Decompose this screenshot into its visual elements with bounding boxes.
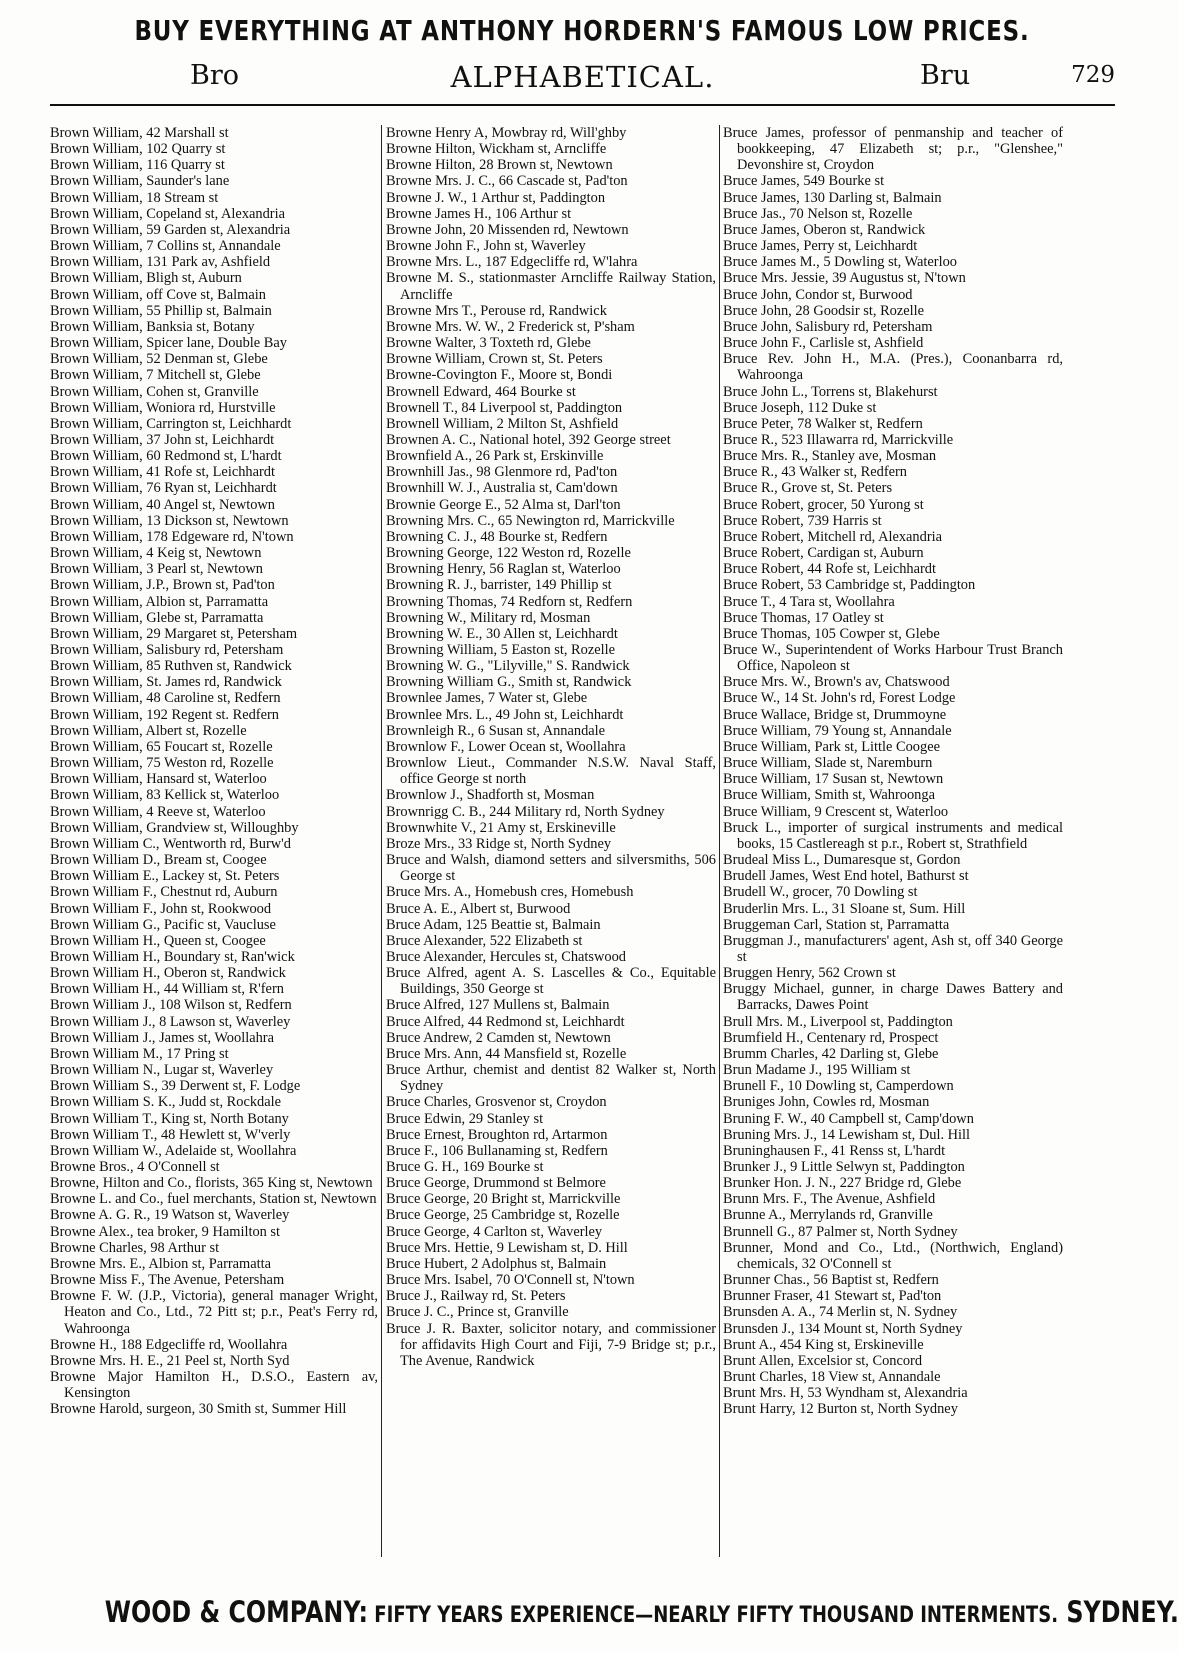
directory-entry: Bruderlin Mrs. L., 31 Sloane st, Sum. Hill bbox=[723, 900, 966, 917]
directory-column-2 bbox=[386, 125, 716, 1555]
directory-entry: Bruce J., Railway rd, St. Peters bbox=[386, 1288, 566, 1305]
directory-entry: Bruce W., Superintendent of Works Harbour Trust Branch Office, Napoleon st bbox=[723, 642, 1063, 675]
directory-entry: Bruce James, Oberon st, Randwick bbox=[723, 221, 926, 238]
directory-columns bbox=[50, 125, 1115, 1555]
directory-entry: Brown William, 75 Weston rd, Rozelle bbox=[50, 755, 274, 772]
directory-entry: Brownell William, 2 Milton St, Ashfield bbox=[386, 415, 619, 432]
directory-entry: Browne-Covington F., Moore st, Bondi bbox=[386, 367, 613, 384]
directory-entry: Browne John, 20 Missenden rd, Newtown bbox=[386, 221, 629, 238]
directory-entry: Brown William F., John st, Rookwood bbox=[50, 900, 272, 917]
directory-entry: Brown William W., Adelaide st, Woollahra bbox=[50, 1142, 297, 1159]
directory-entry: Browning C. J., 48 Bourke st, Redfern bbox=[386, 528, 608, 545]
directory-entry: Brown William, 59 Garden st, Alexandria bbox=[50, 221, 291, 238]
advertisement-city: SYDNEY. bbox=[1058, 1595, 1179, 1629]
directory-entry: Brunner Fraser, 41 Stewart st, Pad'ton bbox=[723, 1288, 942, 1305]
directory-entry: Brunne A., Merrylands rd, Granville bbox=[723, 1207, 933, 1224]
directory-entry: Brown William G., Pacific st, Vaucluse bbox=[50, 916, 276, 933]
directory-entry: Brownleigh R., 6 Susan st, Annandale bbox=[386, 722, 606, 739]
bottom-advertisement-banner bbox=[104, 1595, 1179, 1629]
column-divider bbox=[719, 125, 720, 1557]
directory-entry: Bruce Mrs. A., Homebush cres, Homebush bbox=[386, 884, 634, 901]
directory-entry: Brown William, 4 Reeve st, Waterloo bbox=[50, 803, 266, 820]
directory-entry: Brownlee James, 7 Water st, Glebe bbox=[386, 690, 588, 707]
directory-entry: Bruce Adam, 125 Beattie st, Balmain bbox=[386, 916, 601, 933]
directory-entry: Bruce Alfred, agent A. S. Lascelles & Co., Equitable Buildings, 350 George st bbox=[386, 965, 716, 998]
advertisement-tagline: FIFTY YEARS EXPERIENCE—NEARLY FIFTY THOUSAND INTERMENTS. bbox=[368, 1603, 1059, 1628]
directory-entry: Brumfield H., Centenary rd, Prospect bbox=[723, 1029, 939, 1046]
directory-entry: Bruce John, Salisbury rd, Petersham bbox=[723, 318, 933, 335]
directory-entry: Brown William, Banksia st, Botany bbox=[50, 318, 255, 335]
directory-entry: Brunt A., 454 King st, Erskineville bbox=[723, 1336, 924, 1353]
directory-entry: Brown William, Bligh st, Auburn bbox=[50, 270, 242, 287]
directory-entry: Brown William E., Lackey st, St. Peters bbox=[50, 868, 280, 885]
directory-entry: Brown William T., 48 Hewlett st, W'verly bbox=[50, 1126, 291, 1143]
directory-entry: Brunnell G., 87 Palmer st, North Sydney bbox=[723, 1223, 958, 1240]
directory-entry: Bruce Mrs. W., Brown's av, Chatswood bbox=[723, 674, 950, 691]
directory-entry: Browning W. G., "Lilyville," S. Randwick bbox=[386, 658, 630, 675]
directory-entry: Brumm Charles, 42 Darling st, Glebe bbox=[723, 1045, 939, 1062]
directory-entry: Brownie George E., 52 Alma st, Darl'ton bbox=[386, 496, 621, 513]
directory-entry: Brown William, 131 Park av, Ashfield bbox=[50, 254, 271, 271]
directory-entry: Bruce George, 20 Bright st, Marrickville bbox=[386, 1191, 621, 1208]
directory-entry: Brown William, Albert st, Rozelle bbox=[50, 722, 247, 739]
directory-entry: Brownlow J., Shadforth st, Mosman bbox=[386, 787, 595, 804]
directory-entry: Broze Mrs., 33 Ridge st, North Sydney bbox=[386, 835, 612, 852]
directory-entry: Browning W. E., 30 Allen st, Leichhardt bbox=[386, 625, 618, 642]
directory-entry: Bruce Mrs. Isabel, 70 O'Connell st, N'town bbox=[386, 1272, 635, 1289]
directory-entry: Brown William, 48 Caroline st, Redfern bbox=[50, 690, 281, 707]
page-number: 729 bbox=[1071, 62, 1115, 88]
directory-entry: Brownell Edward, 464 Bourke st bbox=[386, 383, 576, 400]
directory-entry: Brown William, Spicer lane, Double Bay bbox=[50, 335, 287, 352]
directory-entry: Brown William, 192 Regent st. Redfern bbox=[50, 706, 279, 723]
directory-entry: Brown William, Cohen st, Granville bbox=[50, 383, 259, 400]
directory-entry: Brown William, 83 Kellick st, Waterloo bbox=[50, 787, 280, 804]
directory-entry: Brown William, 116 Quarry st bbox=[50, 157, 225, 174]
directory-entry: Browne A. G. R., 19 Watson st, Waverley bbox=[50, 1207, 290, 1224]
directory-entry: Brown William S., 39 Derwent st, F. Lodge bbox=[50, 1078, 301, 1095]
directory-entry: Brownhill W. J., Australia st, Cam'down bbox=[386, 480, 618, 497]
directory-entry: Brull Mrs. M., Liverpool st, Paddington bbox=[723, 1013, 953, 1030]
directory-entry: Brown William, St. James rd, Randwick bbox=[50, 674, 282, 691]
directory-entry: Brunn Mrs. F., The Avenue, Ashfield bbox=[723, 1191, 936, 1208]
directory-entry: Bruce James, Perry st, Leichhardt bbox=[723, 238, 918, 255]
directory-entry: Bruning Mrs. J., 14 Lewisham st, Dul. Hill bbox=[723, 1126, 971, 1143]
directory-entry: Bruck L., importer of surgical instruments and medical books, 15 Castlereagh st p.r., Robert st, Strathfield bbox=[723, 819, 1063, 852]
directory-entry: Bruce A. E., Albert st, Burwood bbox=[386, 900, 571, 917]
directory-entry: Bruce James M., 5 Dowling st, Waterloo bbox=[723, 254, 957, 271]
directory-entry: Brunt Mrs. H, 53 Wyndham st, Alexandria bbox=[723, 1385, 968, 1402]
right-guide-word: Bru bbox=[920, 60, 971, 91]
column-divider bbox=[381, 125, 382, 1557]
directory-entry: Brownen A. C., National hotel, 392 George street bbox=[386, 431, 671, 448]
directory-entry: Browne H., 188 Edgecliffe rd, Woollahra bbox=[50, 1336, 288, 1353]
directory-entry: Bruce William, Slade st, Naremburn bbox=[723, 755, 933, 772]
directory-entry: Brown William C., Wentworth rd, Burw'd bbox=[50, 835, 291, 852]
directory-entry: Bruce George, 4 Carlton st, Waverley bbox=[386, 1223, 603, 1240]
directory-entry: Brownell T., 84 Liverpool st, Paddington bbox=[386, 399, 623, 416]
directory-entry: Browne Harold, surgeon, 30 Smith st, Summer Hill bbox=[50, 1401, 347, 1418]
directory-entry: Brown William, 102 Quarry st bbox=[50, 141, 226, 158]
directory-entry: Brown William H., 44 William st, R'fern bbox=[50, 981, 284, 998]
directory-entry: Brown William, Copeland st, Alexandria bbox=[50, 205, 285, 222]
directory-entry: Brunker J., 9 Little Selwyn st, Paddington bbox=[723, 1159, 965, 1175]
directory-entry: Browne F. W. (J.P., Victoria), general manager Wright, Heaton and Co., Ltd., 72 Pitt st; p.r., Peat's Ferry rd, Wahroonga bbox=[50, 1288, 378, 1337]
directory-entry: Bruce Thomas, 17 Oatley st bbox=[723, 609, 884, 626]
directory-entry: Browne J. W., 1 Arthur st, Paddington bbox=[386, 189, 606, 206]
directory-entry: Brownlow F., Lower Ocean st, Woollahra bbox=[386, 738, 626, 755]
directory-entry: Bruce T., 4 Tara st, Woollahra bbox=[723, 593, 895, 610]
directory-entry: Brunt Charles, 18 View st, Annandale bbox=[723, 1369, 941, 1386]
directory-entry: Bruggen Henry, 562 Crown st bbox=[723, 965, 896, 982]
directory-entry: Brown William, J.P., Brown st, Pad'ton bbox=[50, 577, 275, 594]
directory-entry: Brown William, 85 Ruthven st, Randwick bbox=[50, 658, 292, 675]
directory-entry: Brudell W., grocer, 70 Dowling st bbox=[723, 884, 918, 901]
directory-entry: Browne Walter, 3 Toxteth rd, Glebe bbox=[386, 335, 591, 352]
directory-entry: Bruce James, 549 Bourke st bbox=[723, 173, 885, 190]
directory-entry: Brown William F., Chestnut rd, Auburn bbox=[50, 884, 278, 901]
directory-entry: Browne Alex., tea broker, 9 Hamilton st bbox=[50, 1223, 281, 1240]
directory-entry: Brunt Allen, Excelsior st, Concord bbox=[723, 1352, 923, 1369]
left-guide-word: Bro bbox=[190, 60, 240, 91]
directory-entry: Browne Mrs T., Perouse rd, Randwick bbox=[386, 302, 607, 319]
directory-entry: Bruce Jas., 70 Nelson st, Rozelle bbox=[723, 205, 913, 222]
page-header bbox=[50, 58, 1115, 106]
directory-entry: Brown William H., Boundary st, Ran'wick bbox=[50, 948, 295, 965]
directory-entry: Browne William, Crown st, St. Peters bbox=[386, 351, 603, 368]
directory-entry: Brown William, Salisbury rd, Petersham bbox=[50, 642, 284, 658]
directory-entry: Bruce William, 79 Young st, Annandale bbox=[723, 722, 952, 739]
directory-entry: Bruce Robert, 53 Cambridge st, Paddington bbox=[723, 577, 976, 594]
directory-entry: Bruce Edwin, 29 Stanley st bbox=[386, 1110, 544, 1127]
directory-entry: Brown William, 37 John st, Leichhardt bbox=[50, 431, 275, 448]
directory-entry: Bruce Peter, 78 Walker st, Redfern bbox=[723, 415, 923, 432]
directory-entry: Bruce and Walsh, diamond setters and silversmiths, 506 George st bbox=[386, 852, 716, 885]
directory-entry: Bruce Charles, Grosvenor st, Croydon bbox=[386, 1094, 607, 1111]
top-advertisement-banner: BUY EVERYTHING AT ANTHONY HORDERN'S FAMOUS LOW PRICES. bbox=[134, 14, 1030, 47]
directory-entry: Bruce R., 523 Illawarra rd, Marrickville bbox=[723, 431, 954, 448]
directory-entry: Brown William M., 17 Pring st bbox=[50, 1045, 229, 1062]
directory-entry: Bruce R., Grove st, St. Peters bbox=[723, 480, 893, 497]
directory-entry: Brown William, 40 Angel st, Newtown bbox=[50, 496, 275, 513]
directory-entry: Bruggeman Carl, Station st, Parramatta bbox=[723, 916, 950, 933]
directory-entry: Browning Thomas, 74 Redforn st, Redfern bbox=[386, 593, 633, 610]
directory-entry: Browning Mrs. C., 65 Newington rd, Marrickville bbox=[386, 512, 675, 529]
directory-entry: Brown William, 60 Redmond st, L'hardt bbox=[50, 448, 282, 465]
directory-entry: Brunsden J., 134 Mount st, North Sydney bbox=[723, 1320, 963, 1337]
directory-entry: Bruce R., 43 Walker st, Redfern bbox=[723, 464, 908, 481]
directory-entry: Brown William, Carrington st, Leichhardt bbox=[50, 415, 292, 432]
directory-entry: Brown William, off Cove st, Balmain bbox=[50, 286, 266, 303]
directory-entry: Brown William H., Oberon st, Randwick bbox=[50, 965, 286, 982]
directory-entry: Bruce Hubert, 2 Adolphus st, Balmain bbox=[386, 1255, 607, 1272]
directory-entry: Browne Mrs. L., 187 Edgecliffe rd, W'lahra bbox=[386, 254, 638, 271]
directory-entry: Bruce Rev. John H., M.A. (Pres.), Coonanbarra rd, Wahroonga bbox=[723, 351, 1063, 384]
directory-entry: Brown William D., Bream st, Coogee bbox=[50, 852, 267, 869]
directory-entry: Bruce Mrs. Jessie, 39 Augustus st, N'town bbox=[723, 270, 966, 287]
directory-entry: Bruce Mrs. Hettie, 9 Lewisham st, D. Hill bbox=[386, 1239, 628, 1256]
directory-entry: Brownlee Mrs. L., 49 John st, Leichhardt bbox=[386, 706, 624, 723]
directory-entry: Bruce William, 17 Susan st, Newtown bbox=[723, 771, 944, 788]
directory-entry: Bruce Mrs. Ann, 44 Mansfield st, Rozelle bbox=[386, 1045, 627, 1062]
directory-entry: Bruce J. C., Prince st, Granville bbox=[386, 1304, 569, 1321]
directory-entry: Bruniges John, Cowles rd, Mosman bbox=[723, 1094, 930, 1111]
directory-entry: Brown William T., King st, North Botany bbox=[50, 1110, 289, 1127]
directory-entry: Brownhill Jas., 98 Glenmore rd, Pad'ton bbox=[386, 464, 618, 481]
directory-entry: Bruce Joseph, 112 Duke st bbox=[723, 399, 877, 416]
directory-entry: Brown William, 7 Mitchell st, Glebe bbox=[50, 367, 261, 384]
directory-entry: Brunt Harry, 12 Burton st, North Sydney bbox=[723, 1401, 958, 1418]
directory-entry: Browne James H., 106 Arthur st bbox=[386, 205, 572, 222]
directory-entry: Brownfield A., 26 Park st, Erskinville bbox=[386, 448, 604, 465]
directory-entry: Browne Hilton, Wickham st, Arncliffe bbox=[386, 141, 607, 158]
directory-entry: Bruce Andrew, 2 Camden st, Newtown bbox=[386, 1029, 611, 1046]
directory-entry: Bruce John L., Torrens st, Blakehurst bbox=[723, 383, 938, 400]
directory-entry: Brown William, 13 Dickson st, Newtown bbox=[50, 512, 289, 529]
directory-entry: Brownlow Lieut., Commander N.S.W. Naval Staff, office George st north bbox=[386, 755, 716, 788]
directory-entry: Bruce John F., Carlisle st, Ashfield bbox=[723, 335, 924, 352]
directory-entry: Brown William, 3 Pearl st, Newtown bbox=[50, 561, 263, 578]
directory-entry: Browne Bros., 4 O'Connell st bbox=[50, 1159, 220, 1175]
directory-entry: Bruce Alexander, 522 Elizabeth st bbox=[386, 932, 583, 949]
directory-entry: Brudeal Miss L., Dumaresque st, Gordon bbox=[723, 852, 961, 869]
directory-entry: Brown William, 52 Denman st, Glebe bbox=[50, 351, 268, 368]
directory-entry: Brown William J., James st, Woollahra bbox=[50, 1029, 274, 1046]
directory-entry: Bruce Robert, Mitchell rd, Alexandria bbox=[723, 528, 942, 545]
directory-entry: Brunner, Mond and Co., Ltd., (Northwich, England) chemicals, 32 O'Connell st bbox=[723, 1239, 1063, 1272]
directory-entry: Browning W., Military rd, Mosman bbox=[386, 609, 591, 626]
directory-entry: Brunner Chas., 56 Baptist st, Redfern bbox=[723, 1272, 939, 1289]
directory-entry: Browne Hilton, 28 Brown st, Newtown bbox=[386, 157, 613, 174]
directory-entry: Bruce G. H., 169 Bourke st bbox=[386, 1159, 544, 1175]
directory-entry: Brown William, 7 Collins st, Annandale bbox=[50, 238, 281, 255]
directory-entry: Brownrigg C. B., 244 Military rd, North Sydney bbox=[386, 803, 665, 820]
directory-entry: Browne Miss F., The Avenue, Petersham bbox=[50, 1272, 285, 1289]
directory-entry: Bruce Thomas, 105 Cowper st, Glebe bbox=[723, 625, 940, 642]
directory-entry: Bruce W., 14 St. John's rd, Forest Lodge bbox=[723, 690, 956, 707]
directory-entry: Bruce Ernest, Broughton rd, Artarmon bbox=[386, 1126, 608, 1143]
directory-entry: Bruce Robert, grocer, 50 Yurong st bbox=[723, 496, 924, 513]
directory-entry: Bruce Alfred, 44 Redmond st, Leichhardt bbox=[386, 1013, 625, 1030]
directory-entry: Bruce William, Smith st, Wahroonga bbox=[723, 787, 935, 804]
directory-entry: Brown William H., Queen st, Coogee bbox=[50, 932, 266, 949]
directory-entry: Brown William, 76 Ryan st, Leichhardt bbox=[50, 480, 277, 497]
directory-entry: Browne John F., John st, Waverley bbox=[386, 238, 586, 255]
directory-entry: Bruce Wallace, Bridge st, Drummoyne bbox=[723, 706, 947, 723]
directory-entry: Bruce Robert, 44 Rofe st, Leichhardt bbox=[723, 561, 936, 578]
directory-entry: Brown William, Woniora rd, Hurstville bbox=[50, 399, 276, 416]
directory-entry: Bruggman J., manufacturers' agent, Ash st, off 340 George st bbox=[723, 932, 1063, 965]
directory-entry: Brunsden A. A., 74 Merlin st, N. Sydney bbox=[723, 1304, 958, 1321]
directory-entry: Bruning F. W., 40 Campbell st, Camp'down bbox=[723, 1110, 974, 1127]
directory-entry: Browne M. S., stationmaster Arncliffe Railway Station, Arncliffe bbox=[386, 270, 716, 303]
directory-entry: Brunell F., 10 Dowling st, Camperdown bbox=[723, 1078, 954, 1095]
directory-entry: Bruce Robert, Cardigan st, Auburn bbox=[723, 545, 924, 562]
directory-entry: Bruninghausen F., 41 Renss st, L'hardt bbox=[723, 1142, 946, 1159]
directory-entry: Bruce Mrs. R., Stanley ave, Mosman bbox=[723, 448, 937, 465]
directory-entry: Bruce Alfred, 127 Mullens st, Balmain bbox=[386, 997, 610, 1014]
directory-column-1 bbox=[50, 125, 378, 1555]
directory-entry: Brun Madame J., 195 William st bbox=[723, 1062, 911, 1079]
directory-entry: Brown William S. K., Judd st, Rockdale bbox=[50, 1094, 281, 1111]
directory-entry: Bruce J. R. Baxter, solicitor notary, and commissioner for affidavits High Court and Fiji, 7-9 Bridge st; p.r., The Avenue, Randwick bbox=[386, 1320, 716, 1369]
directory-entry: Browne Major Hamilton H., D.S.O., Eastern av, Kensington bbox=[50, 1369, 378, 1402]
directory-entry: Brownwhite V., 21 Amy st, Erskineville bbox=[386, 819, 616, 836]
directory-entry: Brown William, Glebe st, Parramatta bbox=[50, 609, 264, 626]
directory-entry: Brown William, 29 Margaret st, Petersham bbox=[50, 625, 298, 642]
directory-entry: Browne Mrs. H. E., 21 Peel st, North Syd bbox=[50, 1352, 290, 1369]
directory-entry: Bruce George, Drummond st Belmore bbox=[386, 1175, 606, 1192]
directory-entry: Brown William, 65 Foucart st, Rozelle bbox=[50, 738, 273, 755]
directory-entry: Browning George, 122 Weston rd, Rozelle bbox=[386, 545, 631, 562]
directory-entry: Bruce Robert, 739 Harris st bbox=[723, 512, 882, 529]
advertiser-name: WOOD & COMPANY: bbox=[104, 1595, 369, 1629]
directory-entry: Bruce John, 28 Goodsir st, Rozelle bbox=[723, 302, 925, 319]
directory-entry: Bruce William, Park st, Little Coogee bbox=[723, 738, 940, 755]
directory-entry: Brown William J., 108 Wilson st, Redfern bbox=[50, 997, 292, 1014]
directory-entry: Brown William, 41 Rofe st, Leichhardt bbox=[50, 464, 275, 481]
directory-entry: Bruce John, Condor st, Burwood bbox=[723, 286, 913, 303]
directory-entry: Brown William N., Lugar st, Waverley bbox=[50, 1062, 274, 1079]
directory-entry: Bruce James, professor of penmanship and teacher of bookkeeping, 47 Elizabeth st; p.r., "Glenshee," Devonshire st, Croydon bbox=[723, 125, 1063, 174]
page-title: ALPHABETICAL. bbox=[450, 60, 715, 94]
directory-entry: Brown William, Hansard st, Waterloo bbox=[50, 771, 267, 788]
directory-entry: Browning William, 5 Easton st, Rozelle bbox=[386, 642, 615, 658]
directory-entry: Browning R. J., barrister, 149 Phillip st bbox=[386, 577, 612, 594]
directory-entry: Browne Mrs. W. W., 2 Frederick st, P'sham bbox=[386, 318, 635, 335]
directory-entry: Brown William, 42 Marshall st bbox=[50, 125, 229, 141]
directory-entry: Browning William G., Smith st, Randwick bbox=[386, 674, 632, 691]
directory-entry: Browne Charles, 98 Arthur st bbox=[50, 1239, 220, 1256]
directory-entry: Bruce George, 25 Cambridge st, Rozelle bbox=[386, 1207, 620, 1224]
directory-entry: Brown William, Saunder's lane bbox=[50, 173, 230, 190]
directory-entry: Brown William, 178 Edgeware rd, N'town bbox=[50, 528, 294, 545]
directory-entry: Bruce James, 130 Darling st, Balmain bbox=[723, 189, 942, 206]
directory-entry: Bruggy Michael, gunner, in charge Dawes Battery and Barracks, Dawes Point bbox=[723, 981, 1063, 1014]
directory-entry: Brown William, Albion st, Parramatta bbox=[50, 593, 269, 610]
directory-entry: Bruce William, 9 Crescent st, Waterloo bbox=[723, 803, 949, 820]
directory-entry: Brown William, Grandview st, Willoughby bbox=[50, 819, 299, 836]
directory-entry: Brown William J., 8 Lawson st, Waverley bbox=[50, 1013, 291, 1030]
directory-entry: Brown William, 4 Keig st, Newtown bbox=[50, 545, 262, 562]
directory-entry: Bruce Arthur, chemist and dentist 82 Walker st, North Sydney bbox=[386, 1062, 716, 1095]
directory-entry: Brudell James, West End hotel, Bathurst st bbox=[723, 868, 969, 885]
directory-entry: Brown William, 18 Stream st bbox=[50, 189, 219, 206]
directory-entry: Browne Mrs. J. C., 66 Cascade st, Pad'ton bbox=[386, 173, 628, 190]
directory-entry: Browne Mrs. E., Albion st, Parramatta bbox=[50, 1255, 272, 1272]
directory-entry: Bruce F., 106 Bullanaming st, Redfern bbox=[386, 1142, 608, 1159]
directory-entry: Browne Henry A, Mowbray rd, Will'ghby bbox=[386, 125, 627, 141]
directory-column-3 bbox=[723, 125, 1063, 1555]
directory-entry: Browning Henry, 56 Raglan st, Waterloo bbox=[386, 561, 621, 578]
directory-entry: Browne, Hilton and Co., florists, 365 King st, Newtown bbox=[50, 1175, 373, 1192]
directory-entry: Bruce Alexander, Hercules st, Chatswood bbox=[386, 948, 627, 965]
directory-entry: Brown William, 55 Phillip st, Balmain bbox=[50, 302, 272, 319]
directory-entry: Brunker Hon. J. N., 227 Bridge rd, Glebe bbox=[723, 1175, 962, 1192]
directory-entry: Browne L. and Co., fuel merchants, Station st, Newtown bbox=[50, 1191, 377, 1208]
